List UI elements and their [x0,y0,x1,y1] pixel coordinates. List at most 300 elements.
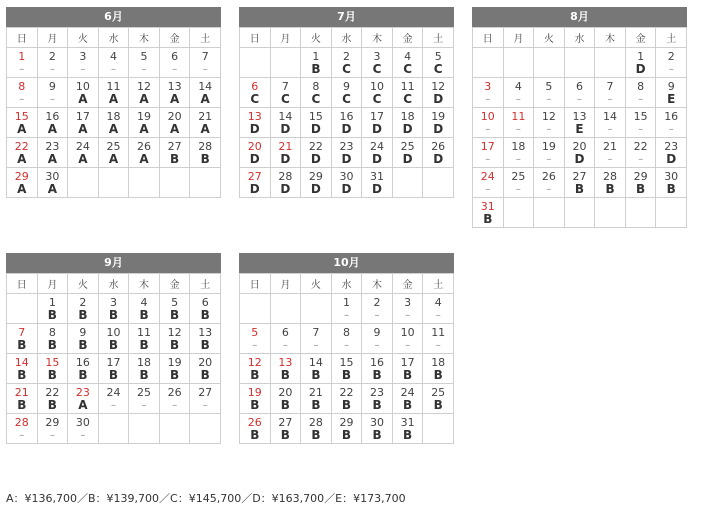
calendar-day-cell[interactable] [159,354,190,384]
price-code: A [200,122,210,136]
calendar-day-cell[interactable] [331,414,362,444]
calendar-day-cell[interactable] [270,168,301,198]
calendar-day-cell[interactable] [159,108,190,138]
calendar-day-cell[interactable] [190,324,221,354]
price-unavailable: – [607,154,613,165]
calendar-day-cell[interactable] [625,108,656,138]
calendar-day-cell[interactable] [159,324,190,354]
day-number: 6 [251,80,259,93]
calendar-day-cell[interactable] [564,108,595,138]
price-code: D [280,122,291,136]
calendar-day-cell[interactable] [270,354,301,384]
calendar-day-cell[interactable] [7,48,38,78]
calendar-day-cell[interactable] [129,108,160,138]
calendar-day-cell[interactable] [129,138,160,168]
calendar-day-cell[interactable] [301,414,332,444]
calendar-day-cell[interactable] [656,138,687,168]
price-unavailable: – [638,94,644,105]
price-code: B [483,212,493,226]
calendar-day-cell[interactable] [331,384,362,414]
price-code: B [47,308,57,322]
calendar-day-cell[interactable] [362,294,393,324]
price-code: B [341,428,352,442]
price-unavailable: – [343,340,349,351]
calendar-day-cell[interactable] [301,168,332,198]
price-unavailable: – [638,124,644,135]
calendar-day-cell[interactable] [362,168,393,198]
price-unavailable: – [141,64,147,75]
price-unavailable: – [485,94,491,105]
calendar-day-cell[interactable] [37,48,68,78]
calendar-day-cell[interactable] [656,48,687,78]
calendar-day-cell[interactable] [392,384,423,414]
calendar-day-cell[interactable] [159,48,190,78]
calendar-day-cell[interactable] [37,168,68,198]
calendar-day-cell[interactable] [270,324,301,354]
price-code: B [108,368,119,382]
calendar-week-row [7,414,221,444]
calendar-day-cell[interactable] [392,48,423,78]
calendar-day-cell[interactable] [37,324,68,354]
day-number: 4 [434,296,442,309]
calendar-day-cell[interactable] [564,168,595,198]
calendar-day-cell[interactable] [240,78,271,108]
calendar-day-cell[interactable] [190,138,221,168]
calendar-day-cell[interactable] [98,48,129,78]
calendar-day-cell[interactable] [190,354,221,384]
calendar-day-cell[interactable] [503,168,534,198]
price-unavailable: – [19,64,25,75]
price-code: B [433,368,443,382]
calendar-day-cell[interactable] [362,384,393,414]
calendar-day-cell[interactable] [190,78,221,108]
weekday-header: 土 [190,274,221,294]
price-code: B [250,368,260,382]
price-code: B [170,152,180,166]
calendar-day-cell[interactable] [362,108,393,138]
price-unavailable: – [607,94,613,105]
calendar-day-cell[interactable] [98,108,129,138]
calendar-day-cell[interactable] [301,324,332,354]
calendar-day-cell[interactable] [7,324,38,354]
calendar-day-cell[interactable] [423,108,454,138]
day-number: 30 [75,416,90,429]
calendar-day-cell[interactable] [7,108,38,138]
calendar-week-row [240,138,454,168]
weekday-header: 水 [98,28,129,48]
calendar-day-cell[interactable] [68,354,99,384]
day-number: 18 [137,356,152,369]
price-code: D [280,152,291,166]
price-code: B [17,398,27,412]
calendar-day-cell[interactable] [159,294,190,324]
day-number: 13 [167,80,182,93]
price-code: B [108,338,119,352]
calendar-day-cell[interactable] [595,168,626,198]
calendar-day-cell[interactable] [362,78,393,108]
calendar-day-cell[interactable] [656,78,687,108]
price-code: D [341,152,352,166]
weekday-header: 月 [270,274,301,294]
calendar-day-cell [534,198,565,228]
day-number: 30 [339,170,354,183]
calendar-day-cell[interactable] [423,324,454,354]
day-number: 10 [106,326,121,339]
day-number: 18 [431,356,446,369]
calendar-day-cell[interactable] [331,108,362,138]
day-number: 19 [137,110,152,123]
price-code: B [170,338,180,352]
day-number: 2 [48,50,56,63]
day-number: 17 [370,110,385,123]
calendar-day-cell[interactable] [473,108,504,138]
calendar-day-cell[interactable] [270,414,301,444]
day-number: 12 [137,80,152,93]
calendar-day-cell[interactable] [190,294,221,324]
price-code: D [310,182,321,196]
calendar-day-cell[interactable] [423,384,454,414]
calendar-day-cell[interactable] [301,384,332,414]
price-code: D [310,152,321,166]
price-code: B [139,368,149,382]
price-code: B [636,182,646,196]
calendar-day-cell[interactable] [362,414,393,444]
calendar-day-cell[interactable] [503,108,534,138]
day-number: 29 [339,416,354,429]
weekday-header: 土 [423,274,454,294]
calendar-day-cell[interactable] [473,138,504,168]
calendar-day-cell[interactable] [362,48,393,78]
calendar-day-cell[interactable] [392,354,423,384]
price-unavailable: – [668,64,674,75]
day-number: 17 [75,110,90,123]
calendar-day-cell[interactable] [362,354,393,384]
day-number: 26 [541,170,556,183]
calendar-day-cell[interactable] [159,138,190,168]
price-code: D [249,122,260,136]
calendar-grid [239,27,454,198]
calendar-week-row [7,324,221,354]
calendar-week-row [7,138,221,168]
day-number: 11 [400,80,415,93]
day-number: 15 [45,356,60,369]
calendar-day-cell[interactable] [68,384,99,414]
price-unavailable: – [19,430,25,441]
price-code: A [78,92,88,106]
day-number: 1 [342,296,350,309]
calendar-day-cell[interactable] [362,138,393,168]
day-number: 17 [480,140,495,153]
calendar-day-cell[interactable] [159,78,190,108]
calendar-day-cell[interactable] [240,354,271,384]
calendar-day-cell[interactable] [7,384,38,414]
calendar-day-cell[interactable] [362,324,393,354]
calendar-day-cell[interactable] [240,138,271,168]
day-number: 12 [541,110,556,123]
price-code: B [250,428,260,442]
calendar-day-cell[interactable] [270,138,301,168]
day-number: 6 [281,326,289,339]
day-number: 3 [79,50,87,63]
day-number: 11 [511,110,526,123]
calendar-day-cell[interactable] [190,108,221,138]
calendar-day-cell[interactable] [68,138,99,168]
price-code: B [605,182,615,196]
calendar-day-cell[interactable] [392,294,423,324]
day-number: 23 [664,140,679,153]
day-number: 3 [404,296,412,309]
calendar-day-cell[interactable] [656,108,687,138]
calendar-day-cell[interactable] [564,138,595,168]
calendar-week-row [7,168,221,198]
calendar-day-cell[interactable] [37,108,68,138]
calendar-day-cell[interactable] [423,78,454,108]
calendar-day-cell[interactable] [301,354,332,384]
calendar-day-cell[interactable] [331,324,362,354]
price-code: B [433,398,443,412]
calendar-day-cell[interactable] [473,198,504,228]
price-code: C [280,92,290,106]
day-number: 8 [312,80,320,93]
calendar-day-cell[interactable] [473,168,504,198]
calendar-day-cell[interactable] [503,138,534,168]
calendar-day-cell[interactable] [270,78,301,108]
calendar-day-cell[interactable] [564,78,595,108]
calendar-day-cell[interactable] [331,168,362,198]
price-code: B [574,182,585,196]
calendar-day-cell[interactable] [331,354,362,384]
calendar-day-cell[interactable] [68,294,99,324]
calendar-day-cell[interactable] [423,138,454,168]
calendar-day-cell[interactable] [270,108,301,138]
day-number: 4 [109,50,117,63]
calendar-day-cell[interactable] [534,168,565,198]
price-code: D [402,152,413,166]
calendar-day-cell[interactable] [625,168,656,198]
calendar-day-cell[interactable] [37,78,68,108]
weekday-header: 土 [190,28,221,48]
calendar-day-cell[interactable] [129,354,160,384]
day-number: 24 [106,386,121,399]
calendar-day-cell[interactable] [331,138,362,168]
calendar-day-cell[interactable] [190,48,221,78]
calendar-day-cell[interactable] [301,138,332,168]
calendar-day-cell[interactable] [240,384,271,414]
day-number: 19 [431,110,446,123]
calendar-day-cell[interactable] [98,294,129,324]
calendar-day-cell[interactable] [68,78,99,108]
calendar-day-cell[interactable] [301,108,332,138]
day-number: 14 [14,356,29,369]
calendar-day-cell[interactable] [331,48,362,78]
calendar-day-cell[interactable] [7,78,38,108]
calendar-day-cell [503,48,534,78]
calendar-day-cell[interactable] [534,78,565,108]
day-number: 9 [667,80,675,93]
calendar-day-cell[interactable] [595,78,626,108]
calendar-day-cell[interactable] [595,108,626,138]
day-number: 15 [14,110,29,123]
calendar-day-cell[interactable] [301,78,332,108]
calendar-day-cell[interactable] [240,324,271,354]
day-number: 23 [339,140,354,153]
day-number: 28 [308,416,323,429]
calendar-day-cell[interactable] [534,138,565,168]
weekday-header: 金 [159,28,190,48]
price-code: A [47,152,57,166]
calendar-day-cell [98,168,129,198]
price-code: A [17,122,27,136]
weekday-header: 火 [68,28,99,48]
calendar-day-cell[interactable] [98,138,129,168]
calendar-day-cell[interactable] [503,78,534,108]
price-code: B [403,428,413,442]
day-number: 8 [342,326,350,339]
weekday-header: 木 [129,274,160,294]
day-number: 16 [45,110,60,123]
calendar-day-cell[interactable] [129,294,160,324]
weekday-header: 火 [301,274,332,294]
price-code: D [372,122,383,136]
price-unavailable: – [80,430,86,441]
calendar-day-cell[interactable] [68,48,99,78]
price-code: A [139,122,149,136]
day-number: 29 [633,170,648,183]
calendar-day-cell[interactable] [625,78,656,108]
day-number: 10 [400,326,415,339]
day-number: 21 [278,140,293,153]
calendar-day-cell[interactable] [392,78,423,108]
day-number: 21 [308,386,323,399]
calendar-day-cell[interactable] [423,294,454,324]
calendar-day-cell[interactable] [392,324,423,354]
day-number: 16 [75,356,90,369]
calendar-day-cell[interactable] [68,108,99,138]
calendar-day-cell[interactable] [331,78,362,108]
calendar-day-cell[interactable] [595,138,626,168]
price-code: B [311,62,321,76]
day-number: 7 [201,50,209,63]
day-number: 26 [247,416,262,429]
calendar-day-cell[interactable] [473,78,504,108]
price-code: A [17,152,27,166]
calendar-grid [239,273,454,444]
price-code: B [250,398,260,412]
price-unavailable: – [515,94,521,105]
calendar-day-cell[interactable] [98,78,129,108]
day-number: 22 [45,386,60,399]
calendar-day-cell[interactable] [656,168,687,198]
day-number: 6 [575,80,583,93]
calendar-day-cell[interactable] [129,384,160,414]
calendar-day-cell[interactable] [37,384,68,414]
price-unavailable: – [576,94,582,105]
calendar-day-cell[interactable] [98,384,129,414]
calendar-day-cell[interactable] [37,138,68,168]
day-number: 7 [18,326,26,339]
day-number: 22 [308,140,323,153]
price-code: B [311,398,321,412]
price-code: B [666,182,676,196]
calendar-day-cell[interactable] [37,294,68,324]
calendar-day-cell[interactable] [534,108,565,138]
price-unavailable: – [515,184,521,195]
day-number: 16 [664,110,679,123]
day-number: 1 [312,50,320,63]
day-number: 10 [370,80,385,93]
day-number: 3 [373,50,381,63]
price-code: D [249,152,260,166]
calendar-day-cell [190,414,221,444]
calendar-day-cell[interactable] [190,384,221,414]
price-code: B [372,398,382,412]
calendar-day-cell[interactable] [37,354,68,384]
day-number: 7 [606,80,614,93]
price-unavailable: – [202,400,208,411]
day-number: 5 [545,80,553,93]
calendar-day-cell[interactable] [240,414,271,444]
calendar-day-cell[interactable] [625,48,656,78]
day-number: 25 [106,140,121,153]
calendar-day-cell [270,48,301,78]
calendar-day-cell[interactable] [423,48,454,78]
day-number: 27 [247,170,262,183]
day-number: 16 [339,110,354,123]
calendar-day-cell[interactable] [625,138,656,168]
calendar-day-cell [159,414,190,444]
calendar-day-cell [129,168,160,198]
calendar-day-cell[interactable] [37,414,68,444]
calendar-day-cell[interactable] [68,414,99,444]
calendar-day-cell[interactable] [129,78,160,108]
calendar-day-cell[interactable] [98,324,129,354]
calendar-day-cell[interactable] [7,138,38,168]
day-number: 15 [339,356,354,369]
calendar-day-cell[interactable] [392,138,423,168]
calendar-day-cell [392,168,423,198]
calendar-day-cell[interactable] [240,108,271,138]
calendar-day-cell[interactable] [392,108,423,138]
calendar-week-row [240,384,454,414]
calendar-day-cell[interactable] [159,384,190,414]
day-number: 23 [370,386,385,399]
calendar-day-cell[interactable] [68,324,99,354]
calendar-day-cell[interactable] [423,354,454,384]
calendar-day-cell[interactable] [129,324,160,354]
weekday-header: 日 [7,274,38,294]
calendar-day-cell[interactable] [301,48,332,78]
price-code: A [78,152,88,166]
calendar-day-cell[interactable] [392,414,423,444]
calendar-day-cell[interactable] [7,168,38,198]
price-unavailable: – [80,64,86,75]
calendar-day-cell[interactable] [7,414,38,444]
calendar-day-cell[interactable] [129,48,160,78]
price-code: A [169,122,180,136]
calendar-day-cell[interactable] [240,168,271,198]
calendar-day-cell[interactable] [270,384,301,414]
calendar-week-row [7,108,221,138]
price-code: B [341,368,352,382]
calendar-day-cell[interactable] [331,294,362,324]
calendar-day-cell[interactable] [98,354,129,384]
day-number: 5 [434,50,442,63]
calendar-day-cell[interactable] [7,354,38,384]
price-code: B [139,338,149,352]
day-number: 23 [45,140,60,153]
price-unavailable: – [49,64,55,75]
price-code: A [200,92,210,106]
